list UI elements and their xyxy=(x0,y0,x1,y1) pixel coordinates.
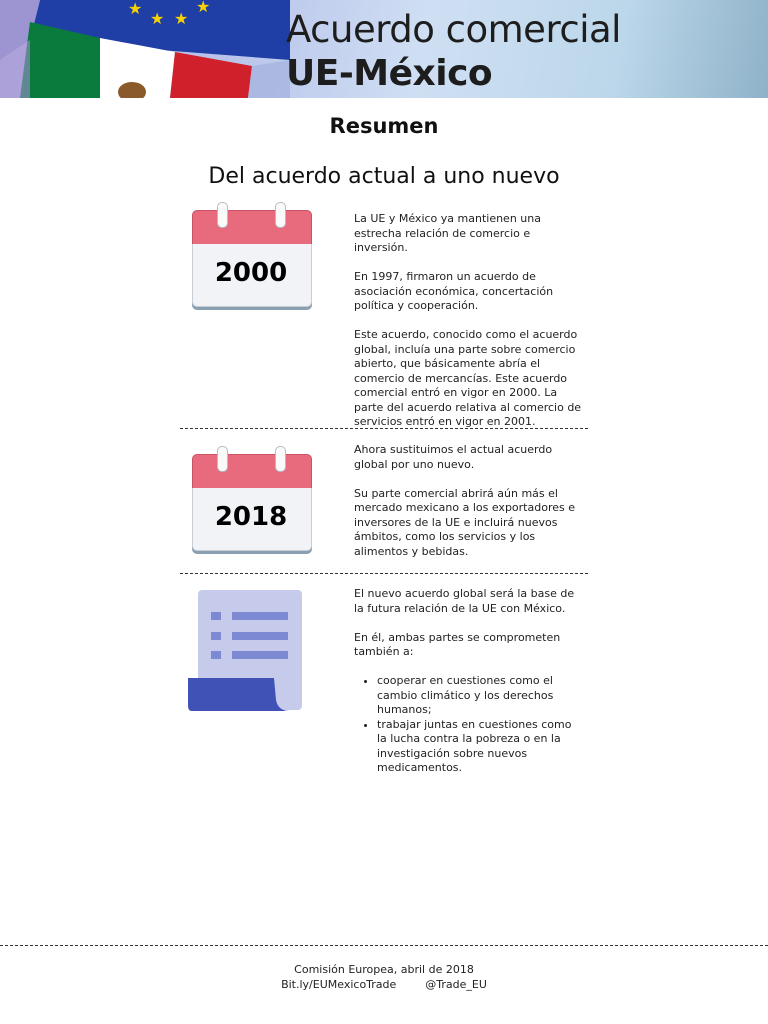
paragraph: Ahora sustituimos el actual acuerdo global por uno nuevo. xyxy=(354,443,553,471)
calendar-year: 2018 xyxy=(214,502,288,532)
list-item: • cooperar en cuestiones como el cambio climático y los derechos humanos; xyxy=(377,674,584,718)
paragraph: Su parte comercial abrirá aún más el mercado mexicano a los exportadores e inversores de la UE e incluirá nuevos ámbitos, como los servicios y los alimentos y bebidas. xyxy=(354,486,575,558)
text-block-new-agreement xyxy=(354,587,584,776)
calendar-icon-2018 xyxy=(192,454,312,554)
banner-title-line1: Acuerdo comercial xyxy=(286,8,621,51)
document-icon xyxy=(186,588,306,713)
divider xyxy=(180,428,588,429)
paragraph: Este acuerdo, conocido como el acuerdo global, incluía una parte sobre comercio abierto, que básicamente abría el comercio de mercancías. Este acuerdo comercial entró en vigor en 2000. La parte del acuerdo relativa al comercio de servicios entró en vigor en 2001. xyxy=(354,328,582,428)
banner-title xyxy=(286,8,621,96)
paragraph: En él, ambas partes se comprometen también a: xyxy=(354,630,561,658)
commitments-list xyxy=(354,674,584,776)
divider xyxy=(180,573,588,574)
header-banner xyxy=(0,0,768,98)
footer xyxy=(0,963,768,992)
footer-publisher: Comisión Europea, abril de 2018 xyxy=(294,963,474,976)
flags-image xyxy=(0,0,290,98)
text-block-2000 xyxy=(354,212,584,444)
summary-heading: Resumen xyxy=(329,114,439,138)
paragraph: En 1997, firmaron un acuerdo de asociación económica, concertación política y cooperación. xyxy=(354,270,554,312)
svg-text:★: ★ xyxy=(196,0,211,16)
list-item: • trabajar juntas en cuestiones como la lucha contra la pobreza o en la investigación sobre nuevos medicamentos. xyxy=(377,718,584,776)
footer-twitter[interactable]: @Trade_EU xyxy=(425,977,487,991)
svg-text:★: ★ xyxy=(150,9,165,28)
text-block-2018 xyxy=(354,443,584,574)
paragraph: La UE y México ya mantienen una estrecha relación de comercio e inversión. xyxy=(354,212,541,254)
banner-title-line2: UE-México xyxy=(286,53,493,94)
paragraph: El nuevo acuerdo global será la base de la futura relación de la UE con México. xyxy=(354,587,575,615)
footer-link[interactable]: Bit.ly/EUMexicoTrade xyxy=(281,977,397,991)
calendar-icon-2000 xyxy=(192,210,312,310)
calendar-year: 2000 xyxy=(214,258,288,288)
section-heading: Del acuerdo actual a uno nuevo xyxy=(208,164,560,189)
footer-divider xyxy=(0,945,768,946)
svg-text:★: ★ xyxy=(128,0,143,18)
svg-text:★: ★ xyxy=(174,9,189,28)
